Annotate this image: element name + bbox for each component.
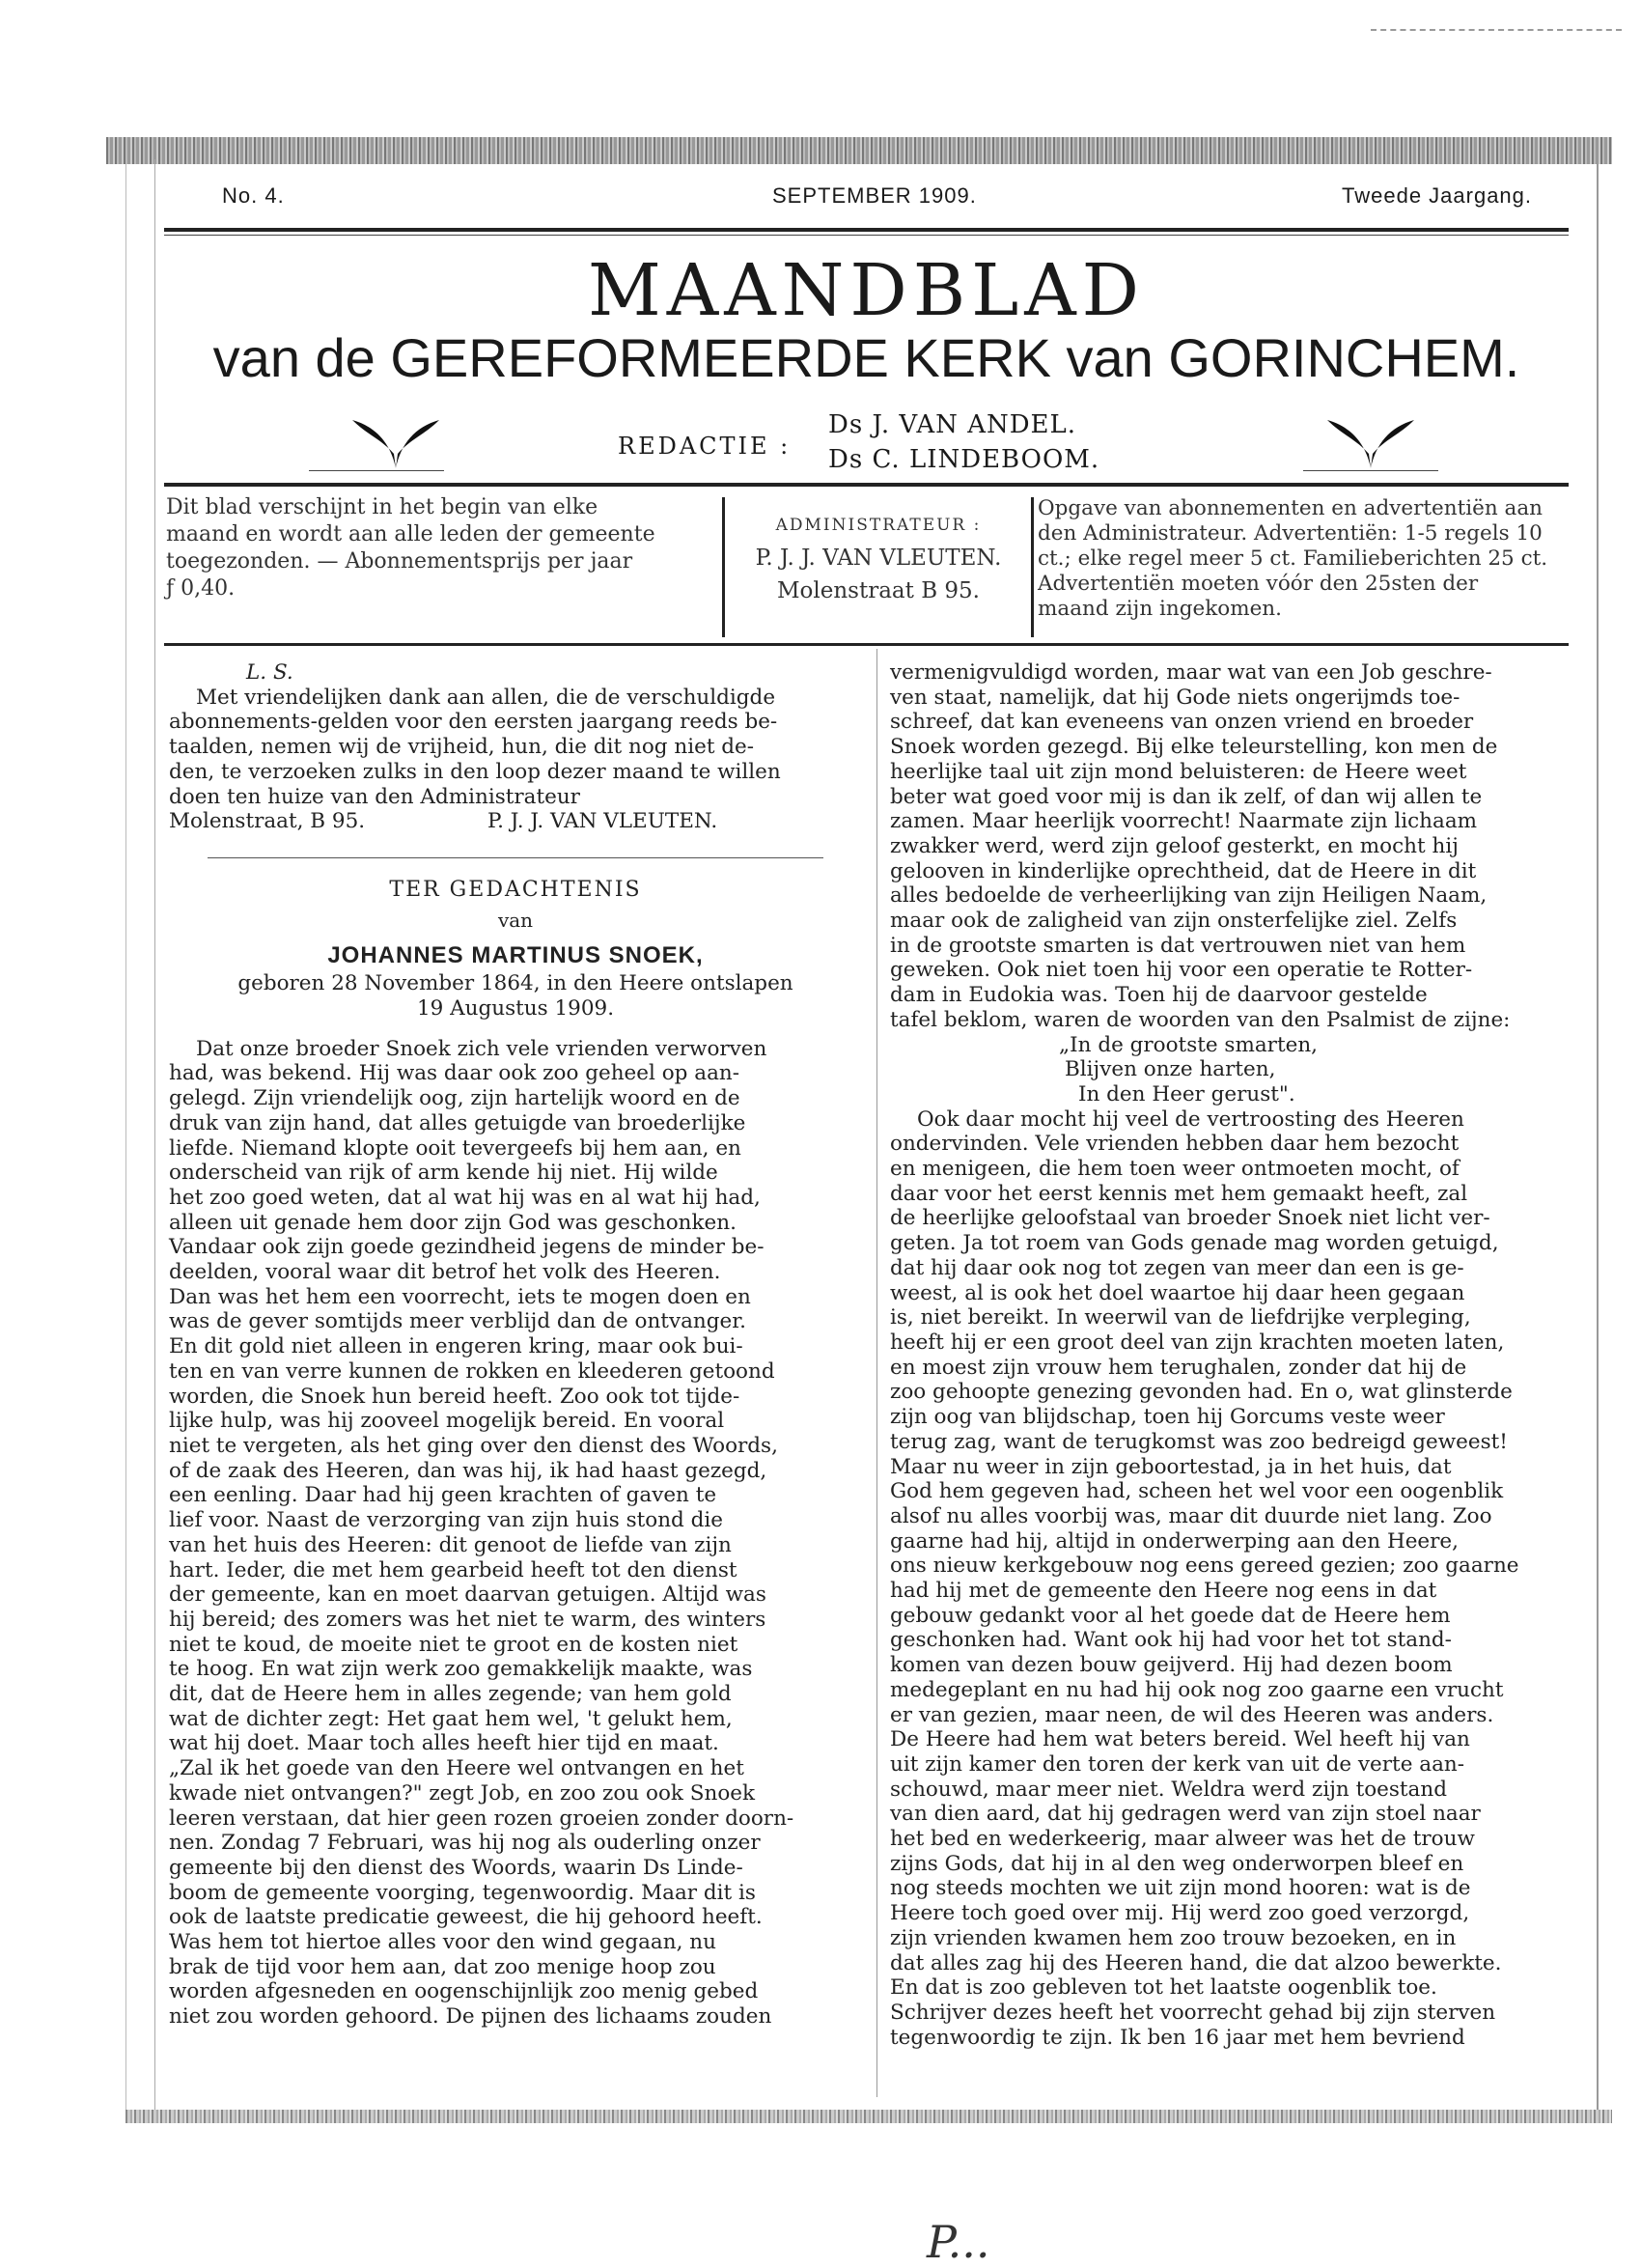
article-line: schouwd, maar meer niet. Weldra werd zijn toestand [890,1777,1447,1802]
article-line: het zoo goed weten, dat al wat hij was en al wat hij had, [169,1185,761,1210]
notice-line: taalden, nemen wij de vrijheid, hun, die dit nog niet de- [169,735,755,760]
article-line: Vandaar ook zijn goede gezindheid jegens de minder be- [169,1235,765,1260]
article-line: wat hij doet. Maar toch alles heeft hier tijd en maat. [169,1731,719,1756]
article-line: weest, al is ook het doel waartoe hij daar heen gegaan [890,1280,1465,1305]
article-line: er van gezien, maar neen, de wil des Heeren was anders. [890,1702,1494,1727]
article-line: Maar nu weer in zijn geboortestad, ja in het huis, dat [890,1454,1452,1479]
article-line: ons nieuw kerkgebouw nog eens gereed gezien; zoo gaarne [890,1554,1519,1579]
article-line: gelooven in kinderlijke oprechtheid, dat de Heere in dit [890,858,1477,883]
issue-number: No. 4. [222,183,285,208]
page-frame-bottom [125,2110,1612,2123]
article-line: lijke hulp, was hij zooveel mogelijk bereid. En vooral [169,1409,725,1434]
article-line: tegenwoordig te zijn. Ik ben 16 jaar met hem bevriend [890,2025,1465,2050]
right-ornament-line [1303,470,1438,471]
article-line: uit zijn kamer den toren der kerk van uit de verte aan- [890,1751,1464,1777]
info-line: ct.; elke regel meer 5 ct. Familieberichten 25 ct. [1038,546,1548,571]
article-born: geboren 28 November 1864, in den Heere ontslapen [237,971,793,996]
right-column [890,660,1568,2050]
article-line: „Zal ik het goede van den Heere wel ontvangen en het [169,1756,744,1781]
article-line: zijns Gods, dat hij in al den weg onderworpen bleef en [890,1851,1464,1876]
article-line: een eenling. Daar had hij geen krachten of gaven te [169,1483,717,1508]
info-line: toegezonden. — Abonnementsprijs per jaar [166,549,633,574]
issue-date: SEPTEMBER 1909. [772,183,977,208]
article-died: 19 Augustus 1909. [416,996,615,1022]
page-frame-top [106,137,1612,164]
article-line: boom de gemeente voorging, tegenwoordig. Maar dit is [169,1880,756,1905]
article-line: onderscheid van rijk of arm kende hij niet. Hij wilde [169,1161,718,1186]
article-line: Ook daar mocht hij veel de vertroosting des Heeren [917,1106,1464,1132]
article-line: vermenigvuldigd worden, maar wat van een Job geschre- [890,660,1492,685]
article-line: ook de laatste predicatie geweest, die hij gehoord heeft. [169,1905,763,1930]
article-line: gaarne had hij, altijd in onderwerping aan den Heere, [890,1528,1459,1554]
article-line: der gemeente, kan en moet daarvan getuigen. Altijd was [169,1582,766,1608]
article-line: hart. Ieder, die met hem gearbeid heeft tot den dienst [169,1557,737,1582]
poem-line: Blijven onze harten, [1065,1057,1276,1082]
article-heading-van: van [497,908,534,932]
notice-line: doen ten huize van den Administrateur [169,784,580,809]
article-line: zijn vrienden kwamen hem zoo trouw bezoeken, en in [890,1925,1457,1950]
article-line: van het huis des Heeren: dit genoot de liefde van zijn [169,1532,732,1557]
article-line: druk van zijn hand, dat alles getuigde van broederlijke [169,1110,746,1135]
notice-ls: L. S. [246,660,293,685]
article-line: geschonken had. Want ook hij had voor het tot stand- [890,1628,1452,1653]
notice-line: abonnements-gelden voor den eersten jaargang reeds be- [169,710,778,735]
article-line: alles bedoelde de verheerlijking van zijn Heiligen Naam, [890,883,1488,909]
masthead-title: MAANDBLAD [587,249,1146,332]
article-line: Heere toch goed over mij. Hij werd zoo goed verzorgd, [890,1901,1470,1926]
masthead-subtitle: van de GEREFORMEERDE KERK van GORINCHEM. [212,327,1520,388]
masthead-rule [164,483,1569,487]
redactie-names [828,407,1099,477]
notice-address: Molenstraat, B 95. [169,809,366,834]
article-line: terug zag, want de terugkomst was zoo bedreigd geweest! [890,1429,1508,1454]
poem [890,1033,1568,1107]
article-line: En dat is zoo gebleven tot het laatste oogenblik toe. [890,1975,1437,2001]
info-line: maand zijn ingekomen. [1038,597,1282,621]
article-line: God hem gegeven had, scheen het wel voor een oogenblik [890,1479,1504,1504]
article-line: heeft hij er een groot deel van zijn krachten moeten laten, [890,1330,1505,1355]
administrateur-name: P. J. J. VAN VLEUTEN. [755,546,1002,571]
article-line: en menigeen, die hem toen weer ontmoeten mocht, of [890,1157,1460,1182]
article-line: zijn oog van blijdschap, toen hij Gorcums veste weer [890,1405,1445,1430]
article-line: dam in Eudokia was. Toen hij de daarvoor gestelde [890,983,1428,1008]
issue-volume: Tweede Jaargang. [1342,183,1533,208]
article-line: leeren verstaan, dat hier geen rozen groeien zonder doorn- [169,1806,794,1831]
article-line: Snoek worden gezegd. Bij elke teleurstelling, kon men de [890,735,1498,760]
info-divider-left [722,497,725,637]
article-line: niet te koud, de moeite niet te groot en de kosten niet [169,1632,738,1657]
article-line: schreef, dat kan eveneens van onzen vriend en broeder [890,710,1474,735]
article-body-right-b [890,1107,1568,2051]
article-line: tafel beklom, waren de woorden van den Psalmist de zijne: [890,1007,1511,1032]
article-body-left [169,1037,862,2030]
article-line: daar voor het eerst kennis met hem gemaakt heeft, zal [890,1181,1468,1206]
notice-line: Met vriendelijken dank aan allen, die de verschuldigde [196,685,776,710]
article-line: kwade niet ontvangen?" zegt Job, en zoo zou ook Snoek [169,1780,756,1806]
editor-1: Ds J. VAN ANDEL. [828,410,1077,439]
article-line: gelegd. Zijn vriendelijk oog, zijn hartelijk woord en de [169,1086,740,1111]
info-line: Opgave van abonnementen en advertentiën aan [1038,496,1544,520]
article-line: zamen. Maar heerlijk voorrecht! Naarmate zijn lichaam [890,809,1478,834]
spacer [169,1022,862,1037]
left-leaf-ornament [348,406,444,473]
page-frame-right [1583,159,1612,2119]
article-line: worden afgesneden en oogenschijnlijk zoo menig gebed [169,1979,759,2004]
article-line: het bed en wederkeerig, maar alweer was het de trouw [890,1827,1475,1852]
article-line: had, was bekend. Hij was daar ook zoo geheel op aan- [169,1061,740,1086]
notice-line: den, te verzoeken zulks in den loop dezer maand te willen [169,759,781,784]
article-line: alleen uit genade hem door zijn God was geschonken. [169,1210,737,1235]
issue-header [164,183,1569,218]
article-line: te hoog. En wat zijn werk zoo gemakkelijk maakte, was [169,1657,753,1682]
article-body-right-a [890,660,1568,1033]
article-line: nen. Zondag 7 Februari, was hij nog als ouderling onzer [169,1831,761,1856]
notice-signoff [169,809,862,834]
page-frame-left [125,159,164,2119]
article-line: maar ook de zaligheid van zijn onsterfelijke ziel. Zelfs [890,909,1458,934]
article-line: komen van dezen bouw geijverd. Hij had dezen boom [890,1653,1453,1678]
article-line: brak de tijd voor hem aan, dat zoo menige hoop zou [169,1954,716,1979]
administrateur-address: Molenstraat B 95. [777,578,980,603]
administrateur-label: ADMINISTRATEUR : [775,516,982,535]
article-line: in de grootste smarten is dat vertrouwen niet van hem [890,933,1466,958]
article-line: hij bereid; des zomers was het niet te warm, des winters [169,1607,766,1632]
article-line: Dat onze broeder Snoek zich vele vrienden verworven [196,1036,767,1061]
article-line: heerlijke taal uit zijn mond beluisteren: de Heere weet [890,759,1467,784]
article-line: van dien aard, dat hij gedragen werd van zijn stoel naar [890,1802,1481,1827]
article-line: ven staat, namelijk, dat hij Gode niets ongerijmds toe- [890,685,1460,710]
article-line: had hij met de gemeente den Heere nog eens in dat [890,1579,1437,1604]
article-line: geten. Ja tot roem van Gods genade mag worden getuigd, [890,1231,1499,1256]
poem-line: „In de grootste smarten, [1059,1032,1318,1057]
article-line: de heerlijke geloofstaal van broeder Snoek niet licht ver- [890,1206,1490,1231]
article-line: ondervinden. Vele vrienden hebben daar hem bezocht [890,1132,1460,1157]
top-edge-mark [1371,29,1622,31]
article-line: lief voor. Naast de verzorging van zijn huis stond die [169,1508,724,1533]
article-line: dat hij daar ook nog tot zegen van meer dan een is ge- [890,1255,1464,1280]
article-line: worden, die Snoek hun bereid heeft. Zoo ook tot tijde- [169,1384,740,1409]
info-line: Dit blad verschijnt in het begin van elke [166,495,598,519]
poem-line: In den Heer gerust". [1078,1081,1295,1106]
article-line: alsof nu alles voorbij was, maar dit duurde niet lang. Zoo [890,1503,1492,1528]
article-line: zoo gehoopte genezing gevonden had. En o, wat glinsterde [890,1380,1513,1405]
article-line: geweken. Ook niet toen hij voor een operatie te Rotter- [890,958,1473,983]
info-divider-right [1031,497,1034,637]
notice-rule [208,834,823,858]
article-line: dat alles zag hij des Heeren hand, die dat alzoo bewerkte. [890,1950,1502,1975]
left-ornament-line [309,470,444,471]
info-line: den Administrateur. Advertentiën: 1-5 regels 10 [1038,521,1543,546]
article-line: Schrijver dezes heeft het voorrecht gehad bij zijn sterven [890,2000,1496,2025]
info-rule [164,643,1569,646]
article-heading: TER GEDACHTENIS [389,878,642,903]
administrateur-box [729,509,1028,644]
article-name: JOHANNES MARTINUS SNOEK, [327,941,704,968]
article-line: ten en van verre kunnen de rokken en kleederen getoond [169,1358,775,1384]
article-line: is, niet bereikt. In weerwil van de liefdrijke verpleging, [890,1305,1471,1330]
header-rule-thin [164,235,1569,236]
right-leaf-ornament [1322,406,1419,473]
article-line: zwakker werd, werd zijn geloof gesterkt, en mocht hij [890,833,1459,858]
header-rule [164,228,1569,232]
article-line: beter wat goed voor mij is dan ik zelf, of dan wij allen te [890,784,1483,809]
article-line: Dan was het hem een voorrecht, iets te mogen doen en [169,1284,751,1309]
article-line: of de zaak des Heeren, dan was hij, ik had haast gezegd, [169,1458,767,1483]
article-line: en moest zijn vrouw hem terughalen, zonder dat hij de [890,1355,1467,1380]
article-line: gemeente bij den dienst des Woords, waarin Ds Linde- [169,1855,743,1880]
article-line: Was hem tot hiertoe alles voor den wind gegaan, nu [169,1930,716,1955]
subscription-info [166,494,714,630]
article-line: niet te vergeten, als het ging over den dienst des Woords, [169,1433,778,1458]
article-line: was de gever somtijds meer verblijd dan de ontvanger. [169,1309,746,1334]
article-line: De Heere had hem wat beters bereid. Wel heeft hij van [890,1727,1470,1752]
advertising-info [1038,496,1567,631]
column-divider [876,649,877,2097]
article-line: En dit gold niet alleen in engeren kring, maar ook bui- [169,1334,743,1359]
article-line: dit, dat de Heere hem in alles zegende; van hem gold [169,1682,732,1707]
redactie-label: REDACTIE : [618,433,792,460]
article-line: medegeplant en nu had hij ook nog zoo gaarne een vrucht [890,1677,1504,1702]
article-line: nog steeds mochten we uit zijn mond hooren: wat is de [890,1876,1471,1901]
article-line: wat de dichter zegt: Het gaat hem wel, 't gelukt hem, [169,1706,733,1731]
handwritten-mark: P... [927,2216,990,2268]
info-line: maand en wordt aan alle leden der gemeente [166,522,655,546]
notice-signature: P. J. J. VAN VLEUTEN. [487,809,718,834]
article-line: gebouw gedankt voor al het goede dat de Heere hem [890,1603,1451,1628]
editor-2: Ds C. LINDEBOOM. [828,445,1100,474]
info-line: Advertentiën moeten vóór den 25sten der [1038,572,1479,596]
left-column [169,660,862,2030]
article-line: liefde. Niemand klopte ooit tevergeefs bij hem aan, en [169,1135,741,1161]
article-line: niet zou worden gehoord. De pijnen des lichaams zouden [169,2004,772,2030]
article-line: deelden, vooral waar dit betrof het volk des Heeren. [169,1260,721,1285]
info-line: ƒ 0,40. [166,576,236,601]
